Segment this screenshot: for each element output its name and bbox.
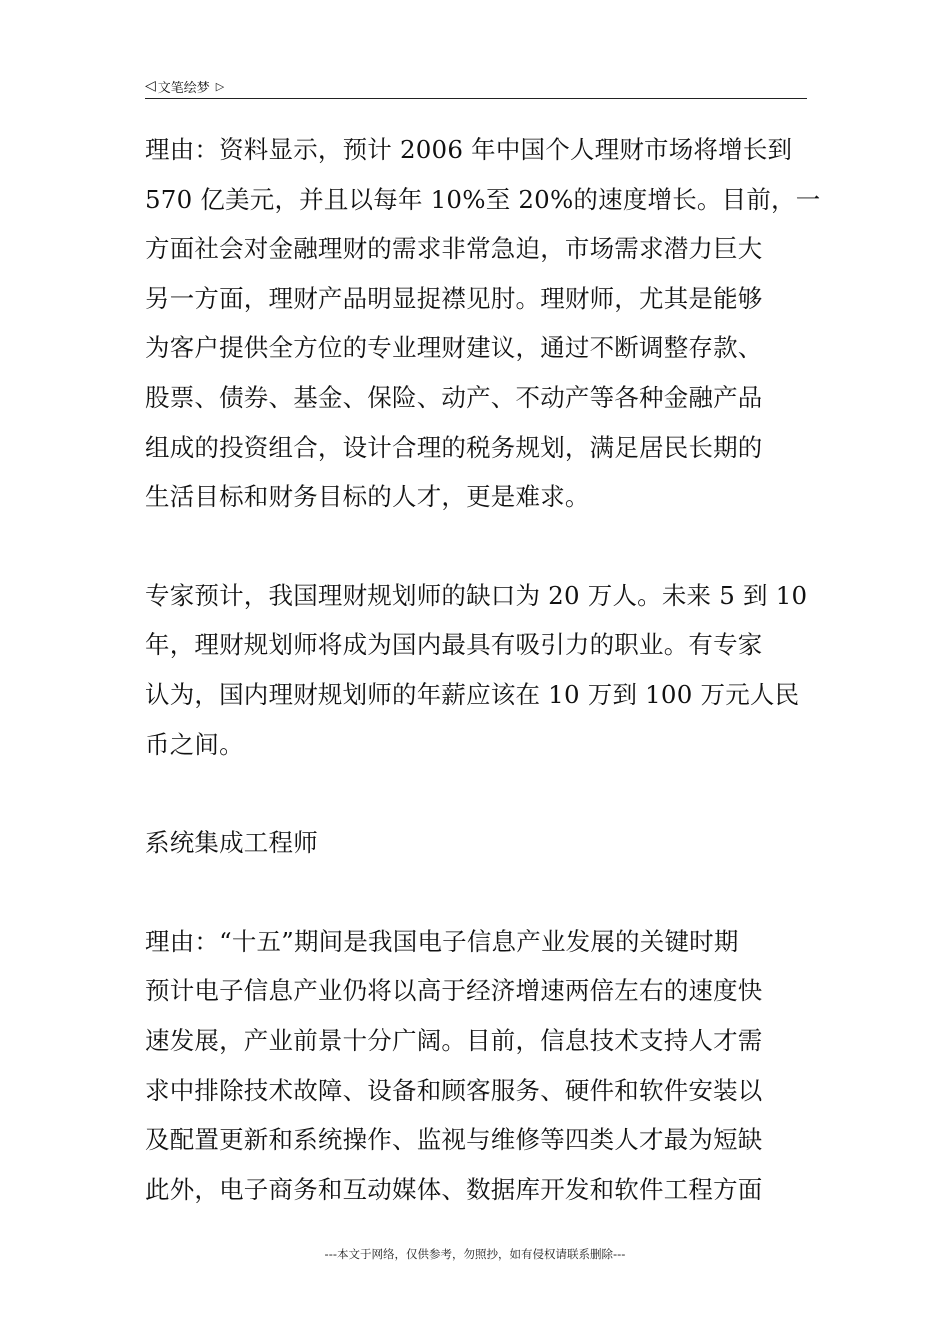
paragraph-gap (145, 868, 807, 917)
text-line: 组成的投资组合，设计合理的税务规划，满足居民长期的 (145, 432, 763, 462)
text-line: 生活目标和财务目标的人才，更是难求。 (145, 482, 590, 512)
text-line: 570 亿美元，并且以每年 10%至 20%的速度增长。目前，一 (145, 184, 821, 214)
text-line: 及配置更新和系统操作、监视与维修等四类人才最为短缺 (145, 1125, 763, 1155)
heading-text: 系统集成工程师 (145, 828, 318, 858)
text-line: 币之间。 (145, 729, 244, 759)
left-triangle-icon: ◁ (145, 78, 156, 94)
text-line: 认为，国内理财规划师的年薪应该在 10 万到 100 万元人民 (145, 679, 800, 709)
text-line: 另一方面，理财产品明显捉襟见肘。理财师，尤其是能够 (145, 283, 763, 313)
text-line: 方面社会对金融理财的需求非常急迫，市场需求潜力巨大 (145, 234, 763, 264)
paragraph-system-integration-reason (145, 917, 807, 1215)
text-line: 此外，电子商务和互动媒体、数据库开发和软件工程方面 (145, 1174, 763, 1204)
page-header (145, 74, 807, 99)
text-line: 年，理财规划师将成为国内最具有吸引力的职业。有专家 (145, 630, 763, 660)
text-line: 理由：“十五”期间是我国电子信息产业发展的关键时期 (145, 926, 739, 956)
paragraph-finance-reason (145, 125, 821, 522)
text-line: 股票、债券、基金、保险、动产、不动产等各种金融产品 (145, 382, 763, 412)
header-title: 文笔绘梦 (157, 80, 210, 96)
section-heading-system-integration (145, 818, 807, 868)
text-line: 求中排除技术故障、设备和顾客服务、硬件和软件安装以 (145, 1075, 763, 1105)
paragraph-gap (145, 522, 807, 571)
text-line: 理由：资料显示，预计 2006 年中国个人理财市场将增长到 (145, 135, 793, 164)
paragraph-expert-forecast (145, 571, 807, 769)
document-body (145, 125, 821, 1214)
text-line: 预计电子信息产业仍将以高于经济增速两倍左右的速度快 (145, 976, 763, 1006)
text-line: 速发展，产业前景十分广阔。目前，信息技术支持人才需 (145, 1025, 763, 1055)
text-line: 为客户提供全方位的专业理财建议，通过不断调整存款、 (145, 333, 763, 363)
right-triangle-icon: ▷ (215, 79, 225, 93)
paragraph-gap (145, 769, 807, 818)
text-line: 专家预计，我国理财规划师的缺口为 20 万人。未来 5 到 10 (145, 580, 808, 610)
page-footer: ---本文于网络，仅供参考，勿照抄，如有侵权请联系删除--- (324, 1247, 626, 1261)
